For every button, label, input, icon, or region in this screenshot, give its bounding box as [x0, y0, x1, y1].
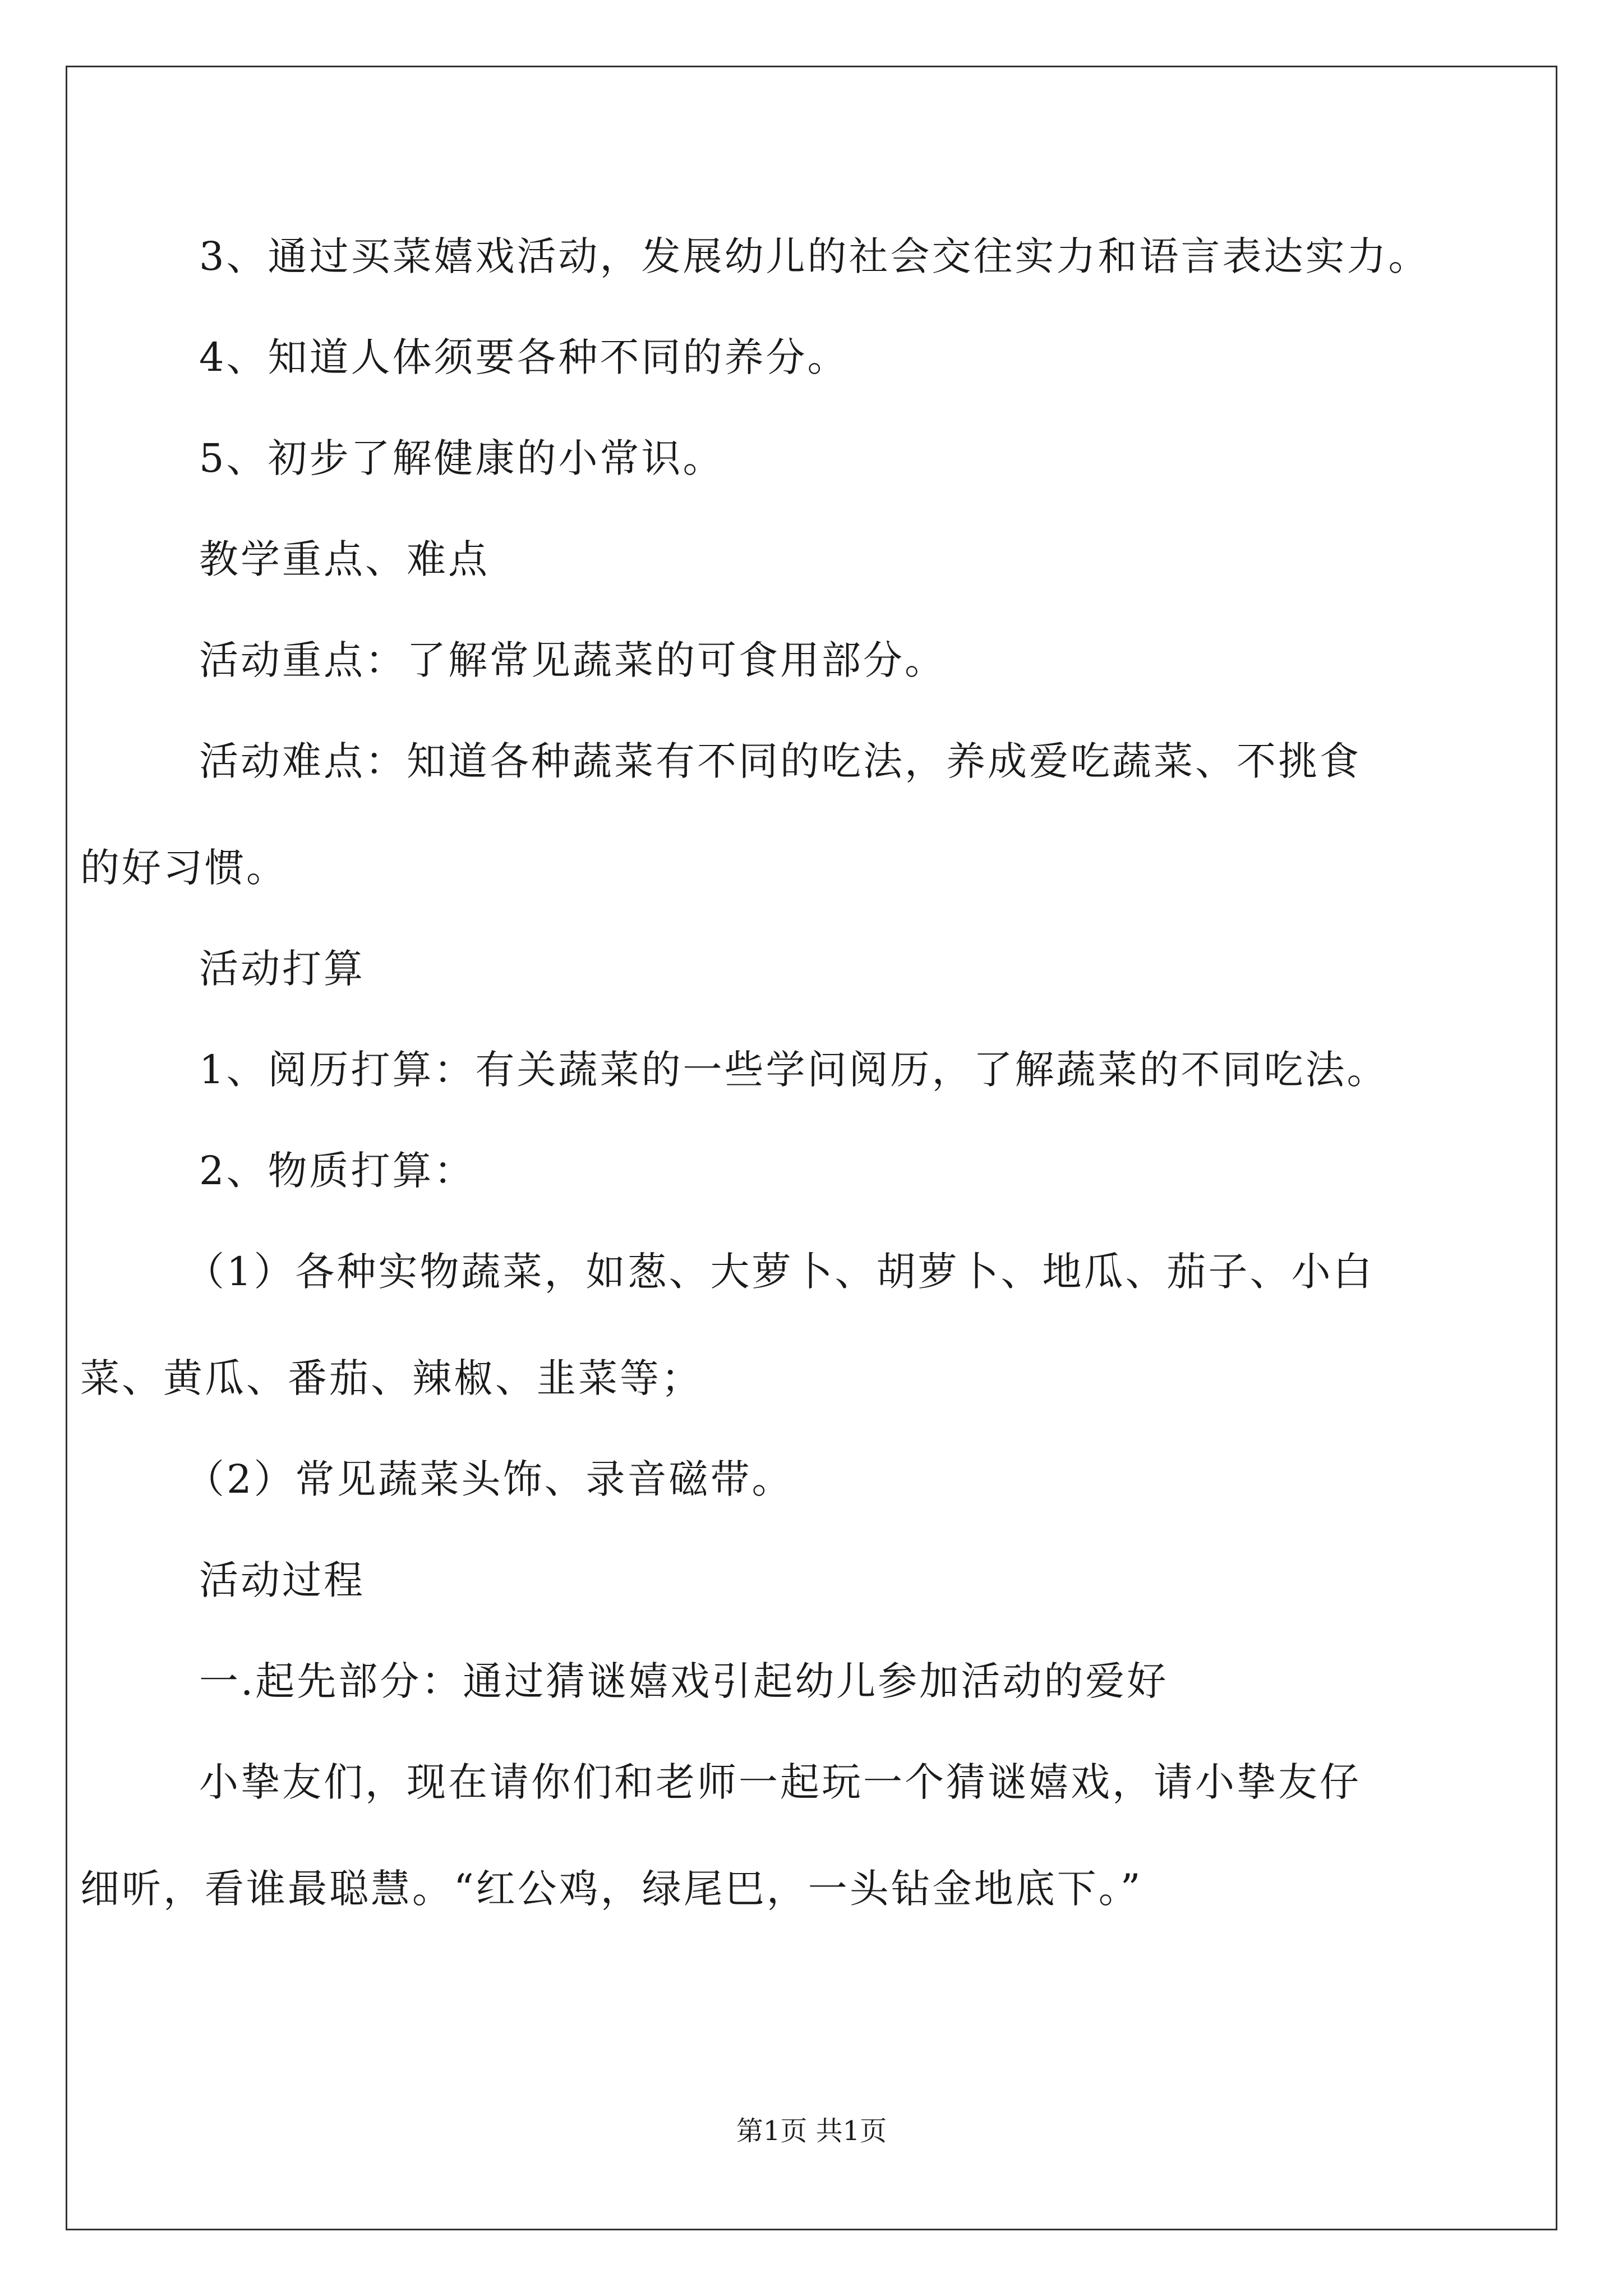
heading-process: 活动过程: [199, 1557, 365, 1603]
paragraph-riddle-intro-cont: 细听，看谁最聪慧。“红公鸡，绿尾巴，一头钻金地底下。”: [80, 1866, 1143, 1912]
paragraph-riddle-intro: 小挚友们，现在请你们和老师一起玩一个猜谜嬉戏，请小挚友仔: [199, 1759, 1361, 1805]
paragraph-materials-2: （2）常见蔬菜头饰、录音磁带。: [185, 1456, 794, 1502]
paragraph-prep-materials: 2、物质打算：: [199, 1148, 476, 1194]
paragraph-goal-3: 3、通过买菜嬉戏活动，发展幼儿的社会交往实力和语言表达实力。: [199, 233, 1430, 279]
paragraph-activity-difficulty-cont: 的好习惯。: [80, 845, 288, 891]
paragraph-process-start: 一.起先部分：通过猜谜嬉戏引起幼儿参加活动的爱好: [199, 1658, 1169, 1704]
paragraph-prep-experience: 1、阅历打算：有关蔬菜的一些学问阅历，了解蔬菜的不同吃法。: [199, 1047, 1389, 1093]
paragraph-materials-1-cont: 菜、黄瓜、番茄、辣椒、韭菜等；: [80, 1355, 703, 1401]
paragraph-activity-focus: 活动重点：了解常见蔬菜的可食用部分。: [199, 637, 946, 683]
paragraph-goal-4: 4、知道人体须要各种不同的养分。: [199, 334, 849, 380]
paragraph-materials-1: （1）各种实物蔬菜，如葱、大萝卜、胡萝卜、地瓜、茄子、小白: [185, 1249, 1375, 1295]
paragraph-activity-difficulty: 活动难点：知道各种蔬菜有不同的吃法，养成爱吃蔬菜、不挑食: [199, 738, 1361, 784]
heading-preparation: 活动打算: [199, 946, 365, 992]
paragraph-goal-5: 5、初步了解健康的小常识。: [199, 435, 725, 481]
page-footer: 第1页 共1页: [736, 2115, 887, 2147]
heading-key-points: 教学重点、难点: [199, 536, 490, 582]
